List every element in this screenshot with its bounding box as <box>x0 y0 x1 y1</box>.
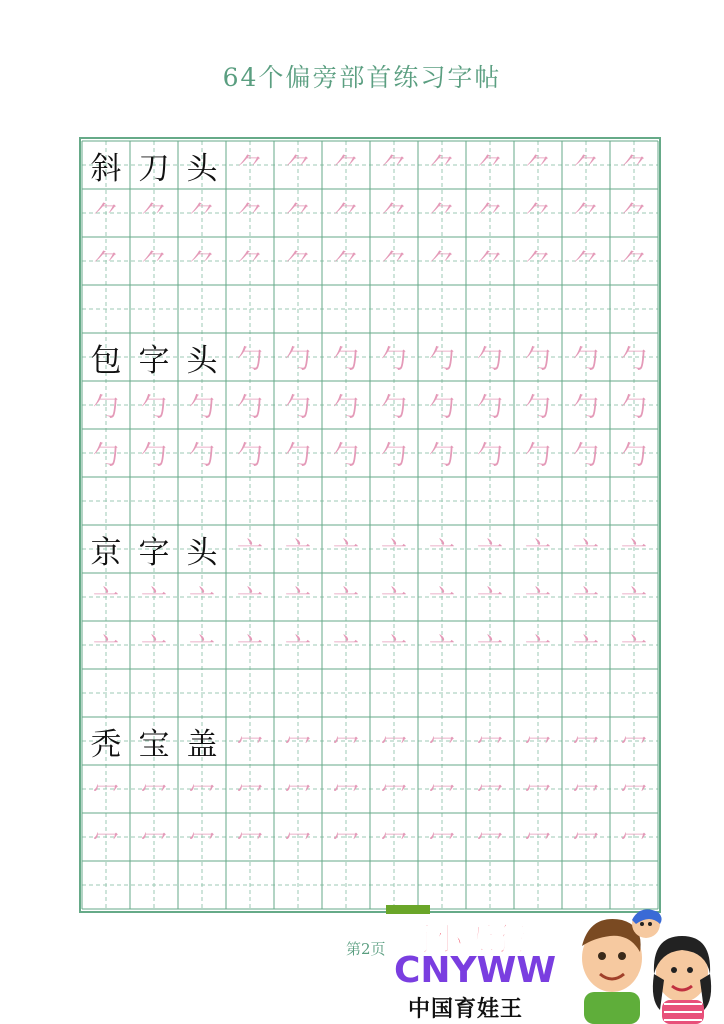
trace-radical: ⺈ <box>140 248 167 279</box>
trace-radical: 冖 <box>476 824 503 855</box>
trace-radical: 勹 <box>428 392 455 423</box>
trace-radical: 冖 <box>620 728 647 759</box>
trace-radical: 勹 <box>476 440 503 471</box>
trace-radical: 勹 <box>284 392 311 423</box>
trace-radical: ⺈ <box>524 152 551 183</box>
trace-radical: 冖 <box>332 728 359 759</box>
trace-radical: 亠 <box>524 536 551 567</box>
trace-radical: ⺈ <box>380 152 407 183</box>
trace-radical: ⺈ <box>428 248 455 279</box>
trace-radical: 亠 <box>428 536 455 567</box>
trace-radical: 勹 <box>476 344 503 375</box>
trace-radical: 勹 <box>380 440 407 471</box>
trace-radical: 亠 <box>428 632 455 663</box>
trace-radical: ⺈ <box>380 200 407 231</box>
trace-radical: 亠 <box>92 584 119 615</box>
trace-radical: 勹 <box>428 440 455 471</box>
trace-radical: 冖 <box>140 824 167 855</box>
watermark-brand-en: CNYWW <box>394 950 557 991</box>
trace-radical: ⺈ <box>236 248 263 279</box>
page-title: 64个偏旁部首练习字帖 <box>222 63 502 92</box>
trace-radical: ⺈ <box>428 152 455 183</box>
trace-radical: 勹 <box>284 344 311 375</box>
trace-radical: 勹 <box>572 392 599 423</box>
trace-radical: 亠 <box>188 584 215 615</box>
trace-radical: 勹 <box>524 392 551 423</box>
trace-radical: ⺈ <box>188 200 215 231</box>
trace-radical: 亠 <box>572 632 599 663</box>
trace-radical: ⺈ <box>524 248 551 279</box>
trace-radical: ⺈ <box>140 200 167 231</box>
trace-radical: 勹 <box>332 392 359 423</box>
trace-radical: ⺈ <box>188 248 215 279</box>
trace-radical: ⺈ <box>524 200 551 231</box>
trace-radical: 亠 <box>524 584 551 615</box>
section-label-char: 秃 <box>90 726 122 763</box>
trace-radical: 亠 <box>332 584 359 615</box>
trace-radical: ⺈ <box>476 152 503 183</box>
trace-radical: 勹 <box>524 440 551 471</box>
trace-radical: 勹 <box>236 392 263 423</box>
trace-radical: 亠 <box>524 632 551 663</box>
trace-radical: ⺈ <box>284 248 311 279</box>
trace-radical: ⺈ <box>332 248 359 279</box>
trace-radical: 亠 <box>620 536 647 567</box>
trace-radical: 冖 <box>524 728 551 759</box>
trace-radical: 亠 <box>332 536 359 567</box>
trace-radical: 亠 <box>476 584 503 615</box>
trace-radical: 冖 <box>92 776 119 807</box>
section-label-char: 京 <box>90 534 122 571</box>
trace-radical: 勹 <box>620 392 647 423</box>
trace-radical: 亠 <box>428 584 455 615</box>
section-label-char: 头 <box>186 150 218 187</box>
section-label-char: 头 <box>186 342 218 379</box>
trace-radical: 冖 <box>236 776 263 807</box>
trace-radical: ⺈ <box>620 152 647 183</box>
trace-radical: 冖 <box>572 824 599 855</box>
trace-radical: ⺈ <box>236 200 263 231</box>
trace-radical: 亠 <box>284 536 311 567</box>
trace-radical: ⺈ <box>620 248 647 279</box>
trace-radical: 冖 <box>476 728 503 759</box>
trace-radical: ⺈ <box>572 152 599 183</box>
trace-radical: 亠 <box>140 632 167 663</box>
trace-radical: 亠 <box>380 536 407 567</box>
trace-radical: ⺈ <box>572 248 599 279</box>
trace-radical: ⺈ <box>428 200 455 231</box>
trace-radical: 勹 <box>572 344 599 375</box>
trace-radical: 勹 <box>332 344 359 375</box>
trace-radical: 勹 <box>332 440 359 471</box>
section-label-char: 头 <box>186 534 218 571</box>
trace-radical: ⺈ <box>92 200 119 231</box>
trace-radical: 亠 <box>236 536 263 567</box>
trace-radical: ⺈ <box>572 200 599 231</box>
section-label-char: 刀 <box>138 150 170 187</box>
section-label-char: 字 <box>138 342 170 379</box>
trace-radical: 勹 <box>620 440 647 471</box>
practice-grid <box>79 137 661 913</box>
trace-radical: 亠 <box>380 584 407 615</box>
trace-radical: 勹 <box>620 344 647 375</box>
trace-radical: 勹 <box>188 392 215 423</box>
trace-radical: ⺈ <box>380 248 407 279</box>
trace-radical: 冖 <box>284 728 311 759</box>
trace-radical: 勹 <box>92 392 119 423</box>
page-number: 第2页 <box>346 940 386 958</box>
trace-radical: 冖 <box>236 728 263 759</box>
trace-radical: 冖 <box>620 824 647 855</box>
trace-radical: 冖 <box>332 776 359 807</box>
trace-radical: 勹 <box>572 440 599 471</box>
trace-radical: 勹 <box>476 392 503 423</box>
trace-radical: 冖 <box>620 776 647 807</box>
trace-radical: 亠 <box>476 536 503 567</box>
trace-radical: 亠 <box>188 632 215 663</box>
trace-radical: ⺈ <box>476 200 503 231</box>
trace-radical: 冖 <box>428 776 455 807</box>
trace-radical: 冖 <box>380 824 407 855</box>
trace-radical: ⺈ <box>284 152 311 183</box>
trace-radical: 冖 <box>332 824 359 855</box>
trace-radical: ⺈ <box>284 200 311 231</box>
trace-radical: 冖 <box>284 824 311 855</box>
trace-radical: 亠 <box>332 632 359 663</box>
trace-radical: ⺈ <box>476 248 503 279</box>
trace-radical: 亠 <box>140 584 167 615</box>
trace-radical: 勹 <box>188 440 215 471</box>
watermark-brand-cn: 两小无猜 <box>400 922 528 958</box>
section-label-char: 宝 <box>138 726 170 763</box>
trace-radical: 勹 <box>236 344 263 375</box>
trace-radical: 勹 <box>140 392 167 423</box>
trace-radical: 勹 <box>236 440 263 471</box>
trace-radical: ⺈ <box>92 248 119 279</box>
trace-radical: 冖 <box>476 776 503 807</box>
watermark-bar <box>386 905 430 914</box>
trace-radical: 勹 <box>92 440 119 471</box>
trace-radical: 冖 <box>572 776 599 807</box>
cartoon-kids-illustration <box>560 900 724 1024</box>
trace-radical: 冖 <box>380 776 407 807</box>
trace-radical: 亠 <box>572 584 599 615</box>
trace-radical: 亠 <box>284 584 311 615</box>
trace-radical: 亠 <box>620 632 647 663</box>
trace-radical: 冖 <box>284 776 311 807</box>
trace-radical: 冖 <box>428 728 455 759</box>
trace-radical: 冖 <box>524 824 551 855</box>
trace-radical: 冖 <box>140 776 167 807</box>
trace-radical: 亠 <box>620 584 647 615</box>
trace-radical: 亠 <box>236 584 263 615</box>
trace-radical: 亠 <box>476 632 503 663</box>
section-label-char: 字 <box>138 534 170 571</box>
trace-radical: 冖 <box>428 824 455 855</box>
trace-radical: 勹 <box>428 344 455 375</box>
trace-radical: 亠 <box>236 632 263 663</box>
trace-radical: 亠 <box>284 632 311 663</box>
section-label-char: 盖 <box>186 726 218 763</box>
trace-radical: 亠 <box>92 632 119 663</box>
trace-radical: 冖 <box>380 728 407 759</box>
trace-radical: ⺈ <box>332 152 359 183</box>
section-label-char: 斜 <box>90 150 122 187</box>
trace-radical: 亠 <box>380 632 407 663</box>
trace-radical: 勹 <box>380 392 407 423</box>
trace-radical: ⺈ <box>332 200 359 231</box>
trace-radical: 冖 <box>188 776 215 807</box>
trace-radical: 勹 <box>140 440 167 471</box>
trace-radical: 勹 <box>524 344 551 375</box>
trace-radical: 冖 <box>92 824 119 855</box>
trace-radical: 冖 <box>236 824 263 855</box>
trace-radical: 冖 <box>188 824 215 855</box>
trace-radical: ⺈ <box>236 152 263 183</box>
trace-radical: 勹 <box>284 440 311 471</box>
section-label-char: 包 <box>90 342 122 379</box>
trace-radical: 勹 <box>380 344 407 375</box>
watermark-slogan: 中国育娃王 <box>408 997 524 1022</box>
trace-radical: 亠 <box>572 536 599 567</box>
trace-radical: 冖 <box>572 728 599 759</box>
trace-radical: ⺈ <box>620 200 647 231</box>
trace-radical: 冖 <box>524 776 551 807</box>
